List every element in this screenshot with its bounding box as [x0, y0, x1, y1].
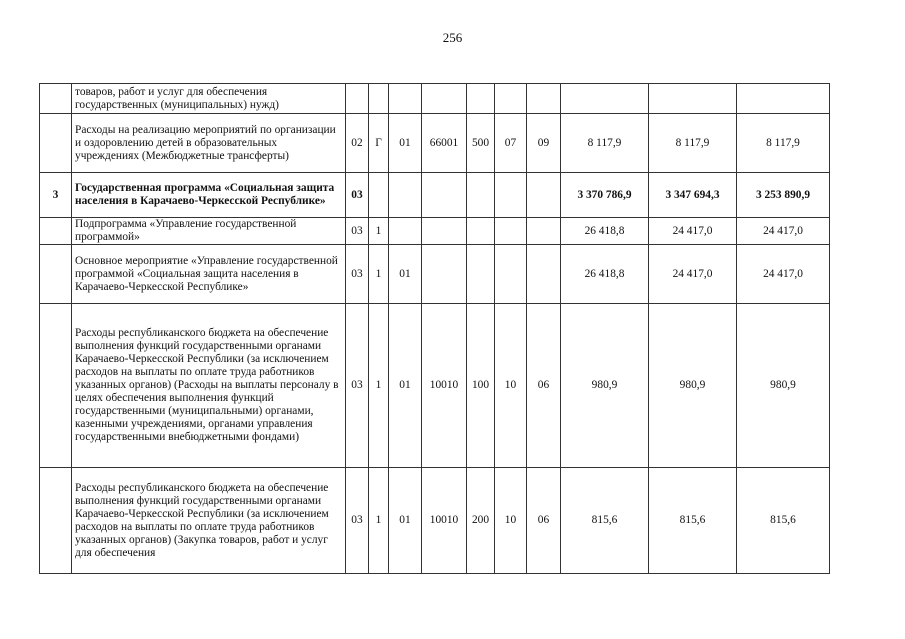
row-name-cell: товаров, работ и услуг для обеспечения государственных (муниципальных) нужд) [72, 84, 346, 114]
row-name-cell: Государственная программа «Социальная защита населения в Карачаево-Черкесской Республике» [72, 173, 346, 218]
row-number-cell [40, 468, 72, 574]
subsection-code-cell: 09 [527, 114, 561, 173]
subsection-code-cell [527, 218, 561, 245]
section-code-cell [495, 218, 527, 245]
amount-year3-cell: 24 417,0 [737, 245, 830, 304]
subprogram-code-cell [369, 173, 389, 218]
program-code-cell [346, 84, 369, 114]
program-code-cell: 03 [346, 468, 369, 574]
direction-code-cell: 66001 [422, 114, 467, 173]
table-row [40, 218, 830, 245]
row-name-cell: Расходы на реализацию мероприятий по организации и оздоровлению детей в образовательных учреждениях (Межбюджетные трансферты) [72, 114, 346, 173]
event-code-cell [389, 84, 422, 114]
event-code-cell: 01 [389, 468, 422, 574]
amount-year3-cell: 815,6 [737, 468, 830, 574]
amount-year1-cell: 980,9 [561, 304, 649, 468]
expense-type-code-cell [467, 84, 495, 114]
row-number-cell: 3 [40, 173, 72, 218]
table-row [40, 114, 830, 173]
program-code-cell: 03 [346, 173, 369, 218]
event-code-cell [389, 173, 422, 218]
page-number: 256 [442, 30, 463, 45]
direction-code-cell [422, 84, 467, 114]
table-row [40, 304, 830, 468]
direction-code-cell [422, 245, 467, 304]
amount-year2-cell: 24 417,0 [649, 245, 737, 304]
amount-year3-cell: 8 117,9 [737, 114, 830, 173]
direction-code-cell: 10010 [422, 304, 467, 468]
subprogram-code-cell: 1 [369, 218, 389, 245]
subprogram-code-cell: 1 [369, 304, 389, 468]
table-row [40, 173, 830, 218]
section-code-cell [495, 245, 527, 304]
direction-code-cell: 10010 [422, 468, 467, 574]
row-name-cell: Расходы республиканского бюджета на обеспечение выполнения функций государственными органами Карачаево-Черкесской Республики (за исключением расходов на выплаты по оплате труда работников указанных органов) (Закупка товаров, работ и услуг для обеспечения [72, 468, 346, 574]
row-number-cell [40, 84, 72, 114]
program-code-cell: 03 [346, 245, 369, 304]
section-code-cell: 10 [495, 304, 527, 468]
subsection-code-cell: 06 [527, 304, 561, 468]
amount-year2-cell: 8 117,9 [649, 114, 737, 173]
amount-year1-cell: 26 418,8 [561, 218, 649, 245]
row-number-cell [40, 304, 72, 468]
amount-year1-cell: 815,6 [561, 468, 649, 574]
event-code-cell: 01 [389, 304, 422, 468]
row-name-cell: Основное мероприятие «Управление государственной программой «Социальная защита населения в Карачаево-Черкесской Республике» [72, 245, 346, 304]
table-row [40, 84, 830, 114]
subprogram-code-cell: 1 [369, 245, 389, 304]
subprogram-code-cell [369, 84, 389, 114]
subprogram-code-cell: 1 [369, 468, 389, 574]
amount-year3-cell: 3 253 890,9 [737, 173, 830, 218]
amount-year3-cell: 980,9 [737, 304, 830, 468]
row-name-cell: Расходы республиканского бюджета на обеспечение выполнения функций государственными органами Карачаево-Черкесской Республики (за исключением расходов на выплаты по оплате труда работников указанных органов) (Расходы на выплаты персоналу в целях обеспечения выполнения функций государственными (муниципальными) органами, казенными учреждениями, органами управления государственными внебюджетными фондами) [72, 304, 346, 468]
amount-year1-cell [561, 84, 649, 114]
expense-type-code-cell [467, 218, 495, 245]
amount-year2-cell: 24 417,0 [649, 218, 737, 245]
expense-type-code-cell: 500 [467, 114, 495, 173]
section-code-cell: 10 [495, 468, 527, 574]
table-row [40, 245, 830, 304]
event-code-cell: 01 [389, 245, 422, 304]
subsection-code-cell: 06 [527, 468, 561, 574]
amount-year2-cell [649, 84, 737, 114]
subsection-code-cell [527, 84, 561, 114]
program-code-cell: 02 [346, 114, 369, 173]
amount-year3-cell: 24 417,0 [737, 218, 830, 245]
program-code-cell: 03 [346, 218, 369, 245]
row-number-cell [40, 245, 72, 304]
expense-type-code-cell [467, 173, 495, 218]
section-code-cell [495, 84, 527, 114]
event-code-cell [389, 218, 422, 245]
amount-year2-cell: 815,6 [649, 468, 737, 574]
row-number-cell [40, 218, 72, 245]
expense-type-code-cell: 200 [467, 468, 495, 574]
section-code-cell: 07 [495, 114, 527, 173]
row-name-cell: Подпрограмма «Управление государственной программой» [72, 218, 346, 245]
section-code-cell [495, 173, 527, 218]
amount-year1-cell: 8 117,9 [561, 114, 649, 173]
event-code-cell: 01 [389, 114, 422, 173]
expense-type-code-cell [467, 245, 495, 304]
subsection-code-cell [527, 245, 561, 304]
amount-year3-cell [737, 84, 830, 114]
expense-type-code-cell: 100 [467, 304, 495, 468]
amount-year2-cell: 3 347 694,3 [649, 173, 737, 218]
subsection-code-cell [527, 173, 561, 218]
amount-year1-cell: 26 418,8 [561, 245, 649, 304]
budget-table [39, 83, 830, 574]
direction-code-cell [422, 218, 467, 245]
program-code-cell: 03 [346, 304, 369, 468]
row-number-cell [40, 114, 72, 173]
table-row [40, 468, 830, 574]
subprogram-code-cell: Г [369, 114, 389, 173]
direction-code-cell [422, 173, 467, 218]
amount-year2-cell: 980,9 [649, 304, 737, 468]
amount-year1-cell: 3 370 786,9 [561, 173, 649, 218]
